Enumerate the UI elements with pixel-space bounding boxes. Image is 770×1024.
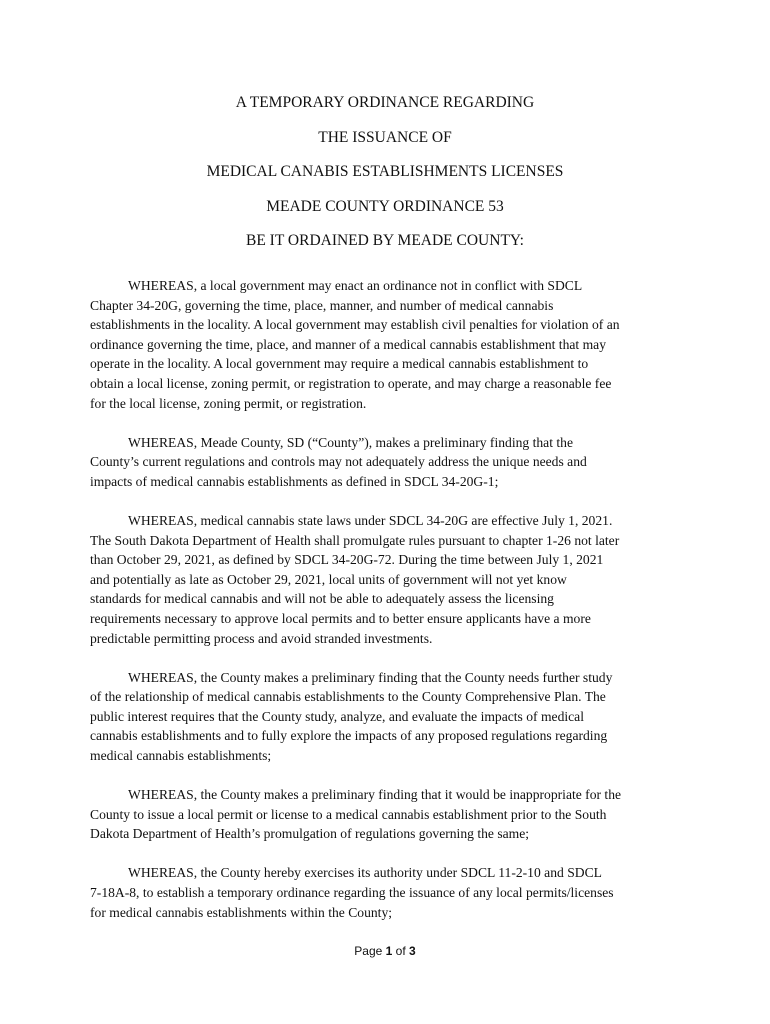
whereas-paragraph-1: WHEREAS, a local government may enact an ordinance not in conflict with SDCL Chapter 34-20G, governing the time, place, manner, and number of medical cannabis establishments in the locality. A local government may establish civil penalties for violation of an ordinance governing the time, place, and manner of a medical cannabis establishment that may operate in the locality. A local government may require a medical cannabis establishment to obtain a local license, zoning permit, or registration to operate, and may charge a reasonable fee for the local license, zoning permit, or registration.	[90, 278, 620, 411]
whereas-paragraph-4: WHEREAS, the County makes a preliminary finding that the County needs further study of the relationship of medical cannabis establishments to the County Comprehensive Plan. The public interest requires that the County study, analyze, and evaluate the impacts of medical cannabis establishments and to fully explore the impacts of any proposed regulations regarding medical cannabis establishments;	[90, 669, 613, 763]
whereas-paragraph-6: WHEREAS, the County hereby exercises its authority under SDCL 11-2-10 and SDCL 7-18A-8, to establish a temporary ordinance regarding the issuance of any local permits/licenses for medical cannabis establishments within the County;	[90, 865, 614, 920]
document-title	[0, 93, 770, 266]
total-pages-number: 3	[409, 944, 416, 958]
document-body	[90, 276, 690, 942]
of-label: of	[395, 944, 406, 958]
page-footer	[0, 943, 770, 959]
title-line-1: A TEMPORARY ORDINANCE REGARDING	[235, 94, 535, 111]
page-label: Page	[354, 944, 383, 958]
title-line-5: BE IT ORDAINED BY MEADE COUNTY:	[246, 232, 524, 249]
title-line-3: MEDICAL CANABIS ESTABLISHMENTS LICENSES	[206, 163, 564, 180]
whereas-paragraph-2: WHEREAS, Meade County, SD (“County”), makes a preliminary finding that the County’s current regulations and controls may not adequately address the unique needs and impacts of medical cannabis establishments as defined in SDCL 34-20G-1;	[90, 434, 587, 489]
title-line-2: THE ISSUANCE OF	[318, 128, 452, 146]
current-page-number: 1	[385, 944, 393, 958]
title-line-4: MEADE COUNTY ORDINANCE 53	[266, 197, 504, 215]
whereas-paragraph-5: WHEREAS, the County makes a preliminary finding that it would be inappropriate for the County to issue a local permit or license to a medical cannabis establishment prior to the South Dakota Department of Health’s promulgation of regulations governing the same;	[90, 787, 622, 842]
whereas-paragraph-3: WHEREAS, medical cannabis state laws under SDCL 34-20G are effective July 1, 2021. The South Dakota Department of Health shall promulgate rules pursuant to chapter 1-26 not later than October 29, 2021, as defined by SDCL 34-20G-72. During the time between July 1, 2021 and potentially as late as October 29, 2021, local units of government will not yet know standards for medical cannabis and will not be able to adequately assess the licensing requirements necessary to approve local permits and to better ensure applicants have a more predictable permitting process and avoid stranded investments.	[90, 512, 620, 646]
